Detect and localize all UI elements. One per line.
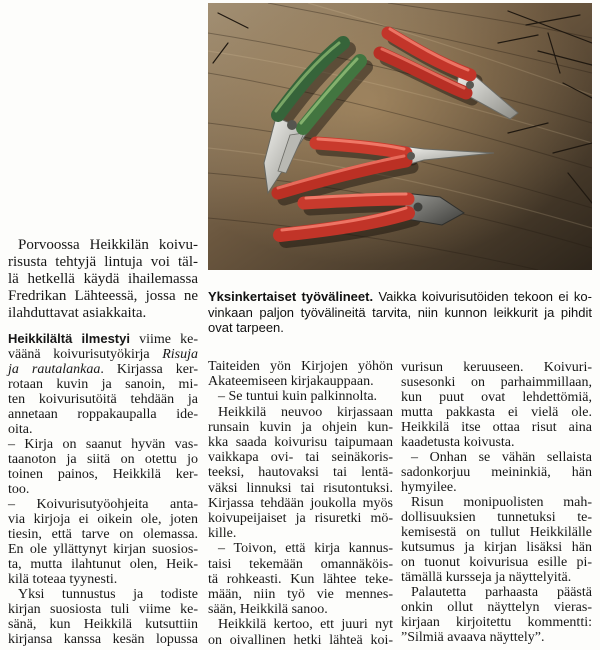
- right-text-line: tämällä kursseja ja näyttelyitä.: [401, 570, 572, 585]
- tools-photo: [208, 3, 592, 270]
- middle-text-line: Akateemiseen kirjakauppaan.: [208, 374, 374, 390]
- intro-text-line: ilahduttavat asiakkaita.: [8, 305, 147, 321]
- left-text-line: annetaan roppakaupalla ide-: [8, 407, 198, 422]
- caption-text-line: [208, 289, 592, 305]
- left-text-line: kirjansa kanssa kesän lopussa: [8, 632, 198, 647]
- middle-text-line: sään, Heikkilä sanoo.: [208, 602, 328, 618]
- left-text-line: ta, mutta ilahtunut olen, Heik-: [8, 557, 198, 572]
- right-text-line: susesonki on parhaimmillaan,: [401, 375, 592, 390]
- middle-text-line: Kirjassa tehdään joukolla myös: [208, 495, 393, 511]
- left-text-line: [8, 331, 198, 347]
- right-text-line: kemisestä on tullut Heikkilälle: [401, 525, 592, 540]
- right-text-line: kun puut ovat lehdettömiä,: [401, 390, 592, 405]
- left-text-line: En ole yllättynyt kirjan suosios-: [8, 542, 198, 557]
- left-text-line: Yksi tunnustus ja todiste: [18, 587, 198, 602]
- caption-text-line: vinkaan paljon työvälineitä tarvita, niin kunnon leikkurit ja pihdit: [208, 304, 592, 320]
- left-text-line: sänä, kun Heikkilä kutsuttiin: [8, 617, 198, 632]
- middle-text-line: taisi tekemään omannäköis-: [208, 556, 393, 572]
- text-run: . Kirjassa ker-: [100, 362, 198, 377]
- right-text-line: Heikkilä itse ottaa risut aina: [401, 420, 592, 435]
- middle-text-line: – Toivon, että kirja kannus-: [218, 541, 393, 557]
- right-text-line: Palautetta parhaasta päästä: [411, 585, 592, 600]
- middle-text-line: mään, niin työ vie mennes-: [208, 587, 393, 603]
- right-text-line: kaadetusta koivusta.: [401, 435, 515, 450]
- middle-text-line: Heikkilä neuvoo kirjassaan: [218, 404, 393, 420]
- right-text-line: kutsumus ja kirjan lisäksi hän: [401, 540, 592, 555]
- left-text-line: kilä toteaa tyynesti.: [8, 572, 118, 587]
- middle-text-line: – Se tuntui kuin palkinnolta.: [218, 389, 378, 405]
- right-text-line: onkin ollut näyttelyn vieras-: [401, 600, 592, 615]
- right-text-line: vurisun keruuseen. Koivuri-: [401, 360, 592, 375]
- left-text-line: taanoton ja siitä on otettu jo: [8, 452, 198, 467]
- italic-text: ja rautalankaa: [8, 362, 101, 377]
- article-column-middle: [208, 359, 393, 648]
- italic-text: Risuja: [162, 347, 198, 362]
- middle-text-line: vaikkapa ovi- tai seinäkoris-: [208, 450, 393, 466]
- right-text-line: hymyilee.: [401, 480, 457, 495]
- left-text-line: oita.: [8, 422, 33, 437]
- text-run: viime ke-: [129, 332, 199, 347]
- middle-text-line: Taiteiden yön Kirjojen yöhön: [208, 359, 393, 374]
- left-text-line: ten koivurisutöitä tehdään ja: [8, 392, 198, 407]
- left-text-line: toinen painos, Heikkilä ker-: [8, 467, 198, 482]
- middle-text-line: koivupeijaiset ja risuretki mö-: [208, 511, 393, 527]
- middle-text-line: teeksi, hautovaksi tai lentä-: [208, 465, 393, 481]
- text-run: Vaikka koivurisutöiden tekoon ei ko-: [373, 289, 592, 304]
- left-text-line: – Kirja on saanut hyvän vas-: [8, 437, 198, 452]
- left-text-line: too.: [8, 482, 30, 497]
- middle-text-line: väksi linnuksi tai risutontuksi.: [208, 480, 393, 496]
- middle-text-line: Heikkilä kertoo, ett juuri nyt: [218, 617, 393, 633]
- intro-paragraph: [8, 237, 198, 322]
- middle-text-line: kka saada koivurisu taipumaan: [208, 435, 393, 451]
- left-text-line: [8, 347, 198, 362]
- right-text-line: mutta pakkasta ei vielä ole.: [401, 405, 592, 420]
- article-column-right: [401, 360, 592, 645]
- left-text-line: – Koivurisutyöohjeita anta-: [8, 497, 198, 512]
- right-text-line: sadonkorjuu meininkiä, hän: [401, 465, 592, 480]
- right-text-line: ”Silmiä avaava näyttely”.: [401, 630, 545, 645]
- intro-text-line: Fredrikan Lähteessä, jossa ne: [8, 288, 198, 304]
- photo-caption: [208, 289, 592, 336]
- right-text-line: on tuonut koivurisua esille pi-: [401, 555, 592, 570]
- left-text-line: kirjan suosiosta tuli viime ke-: [8, 602, 198, 617]
- right-text-line: Risun monipuolisten mah-: [411, 495, 592, 510]
- text-run: väänä koivurisutyökirja: [8, 347, 163, 362]
- caption-text-line: ovat tarpeen.: [208, 320, 284, 335]
- right-text-line: dollisuuksien tunnetuksi te-: [401, 510, 592, 525]
- intro-text-line: Porvoossa Heikkilän koivu-: [18, 237, 198, 253]
- intro-text-line: risusta tehtyjä lintuja voi täl-: [8, 254, 198, 270]
- intro-text-line: lä hetkellä käydä ihailemassa: [8, 271, 198, 287]
- middle-text-line: tä rohkeasti. Kun lähtee teke-: [208, 571, 393, 587]
- bold-text: Yksinkertaiset työvälineet.: [208, 289, 374, 304]
- bold-text: Heikkilältä ilmestyi: [8, 331, 130, 346]
- middle-text-line: kille.: [208, 526, 237, 542]
- middle-text-line: on oivallinen hetki lähteä koi-: [208, 632, 393, 648]
- left-text-line: via kirjoja ei oikein ole, joten: [8, 512, 198, 527]
- left-text-line: [8, 362, 198, 377]
- left-text-line: tiesin, että tarve on olemassa.: [8, 527, 198, 542]
- right-text-line: – Onhan se vähän sellaista: [411, 450, 592, 465]
- middle-text-line: runsain kuvin ja ohjein kun-: [208, 419, 393, 435]
- article-column-left: [8, 331, 198, 647]
- right-text-line: kirjaan kirjoitettu kommentti:: [401, 615, 592, 630]
- left-text-line: rotaan kuvin ja sanoin, mi-: [8, 377, 198, 392]
